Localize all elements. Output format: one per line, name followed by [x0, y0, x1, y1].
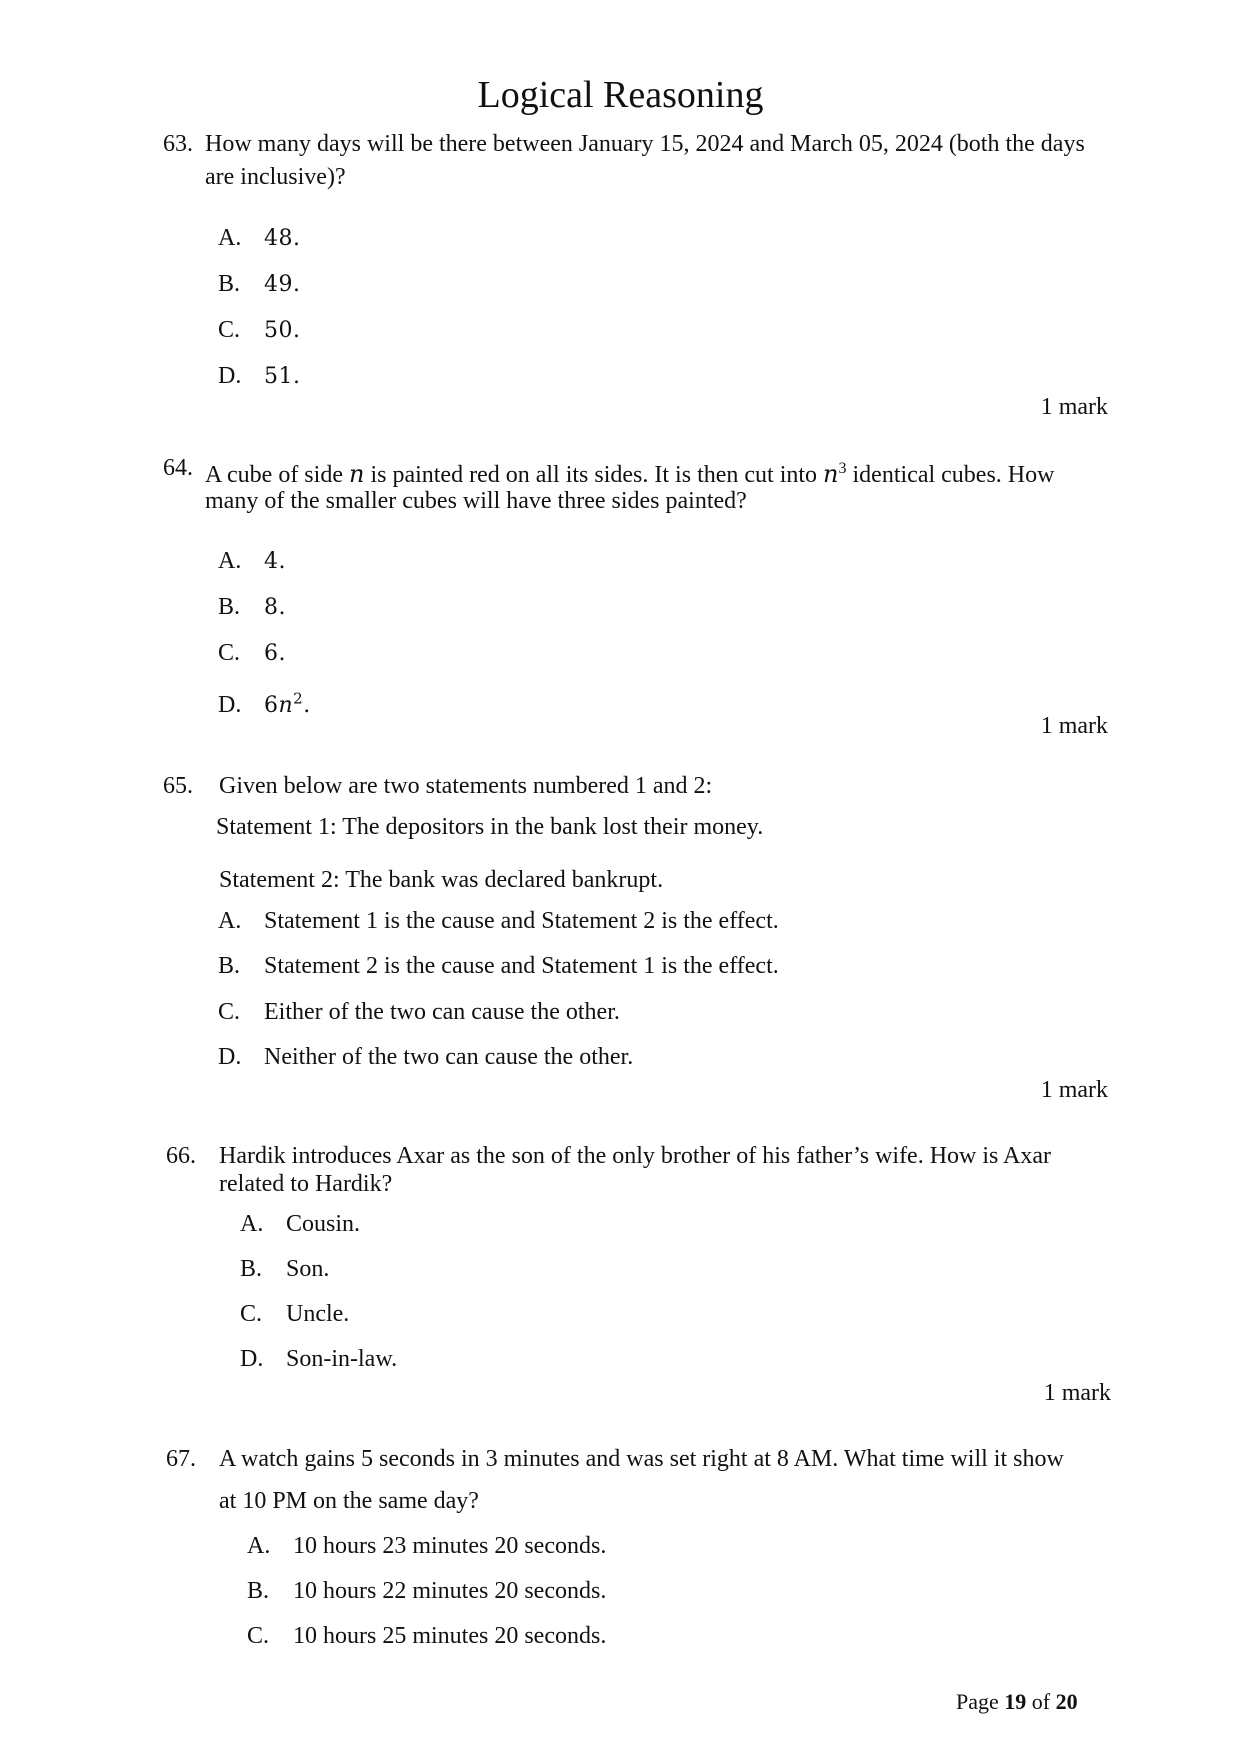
option-letter: D. [218, 1044, 242, 1070]
option-text: Statement 2 is the cause and Statement 1 is the effect. [264, 953, 779, 979]
option-letter: B. [218, 271, 241, 297]
mark-label: 1 mark [1040, 713, 1108, 739]
option-letter: B. [218, 594, 241, 620]
option-b[interactable] [240, 1254, 329, 1284]
option-c[interactable] [218, 315, 301, 346]
option-letter: B. [247, 1578, 270, 1604]
mark-label: 1 mark [1043, 1380, 1111, 1406]
option-text: 10 hours 23 minutes 20 seconds. [293, 1533, 607, 1559]
option-letter: C. [218, 640, 241, 666]
mark-label: 1 mark [1040, 394, 1108, 420]
option-a[interactable] [218, 546, 286, 577]
option-letter: B. [218, 953, 241, 979]
question-number: 67. [166, 1446, 196, 1472]
question-number: 65. [163, 773, 193, 799]
option-letter: C. [247, 1623, 270, 1649]
option-text: 49. [264, 272, 301, 297]
option-text: Uncle. [286, 1301, 350, 1327]
question-text-line-1: A watch gains 5 seconds in 3 minutes and was set right at 8 AM. What time will it show [219, 1446, 1064, 1472]
page-number-footer: Page 19 of 20 [956, 1689, 1078, 1714]
statement-2: Statement 2: The bank was declared bankrupt. [219, 867, 664, 893]
option-letter: B. [240, 1256, 263, 1282]
option-text: Neither of the two can cause the other. [264, 1044, 634, 1070]
statement-1: Statement 1: The depositors in the bank lost their money. [216, 814, 764, 840]
option-c[interactable] [240, 1299, 349, 1329]
option-b[interactable] [218, 951, 779, 981]
question-text-line-1: Hardik introduces Axar as the son of the only brother of his father’s wife. How is Axar [219, 1143, 1052, 1169]
option-b[interactable] [218, 269, 301, 300]
option-d[interactable] [218, 1042, 633, 1072]
question-text-line-2: are inclusive)? [205, 164, 346, 190]
option-d[interactable] [218, 684, 311, 721]
option-a[interactable] [218, 223, 301, 254]
option-a[interactable] [247, 1531, 606, 1561]
option-letter: A. [218, 225, 242, 251]
option-a[interactable] [218, 906, 779, 936]
option-c[interactable] [218, 638, 286, 669]
option-letter: D. [218, 363, 242, 389]
option-text: Son-in-law. [286, 1346, 398, 1372]
question-text-line-2: many of the smaller cubes will have three sides painted? [205, 488, 747, 514]
option-text: 10 hours 25 minutes 20 seconds. [293, 1623, 607, 1649]
option-c[interactable] [218, 997, 620, 1027]
option-text: Statement 1 is the cause and Statement 2 is the effect. [264, 908, 779, 934]
option-text: 51. [264, 364, 301, 389]
option-a[interactable] [240, 1209, 360, 1239]
option-text: $6n^2$. [264, 690, 311, 719]
option-letter: A. [218, 548, 242, 574]
option-d[interactable] [218, 361, 301, 392]
option-text: Cousin. [286, 1211, 361, 1237]
option-text: 4. [264, 549, 286, 574]
option-text: 8. [264, 595, 286, 620]
question-number: 64. [163, 455, 193, 481]
option-text: 10 hours 22 minutes 20 seconds. [293, 1578, 607, 1604]
question-text-line-2: at 10 PM on the same day? [219, 1488, 479, 1514]
option-letter: C. [240, 1301, 263, 1327]
option-text: 50. [264, 318, 301, 343]
option-text: 6. [264, 641, 286, 666]
question-intro: Given below are two statements numbered 1 and 2: [219, 773, 713, 799]
option-letter: C. [218, 999, 241, 1025]
option-text: Either of the two can cause the other. [264, 999, 620, 1025]
option-d[interactable] [240, 1344, 397, 1374]
option-text: Son. [286, 1256, 330, 1282]
option-letter: D. [218, 692, 242, 719]
option-letter: D. [240, 1346, 264, 1372]
question-number: 63. [163, 131, 193, 157]
option-letter: C. [218, 317, 241, 343]
question-text-line-2: related to Hardik? [219, 1171, 393, 1197]
question-number: 66. [166, 1143, 196, 1169]
option-letter: A. [240, 1211, 264, 1237]
mark-label: 1 mark [1040, 1077, 1108, 1103]
option-c[interactable] [247, 1621, 606, 1651]
option-b[interactable] [218, 592, 286, 623]
option-text: 48. [264, 226, 301, 251]
question-text-line-1: How many days will be there between January 15, 2024 and March 05, 2024 (both the days [205, 131, 1085, 157]
page-title: Logical Reasoning [477, 74, 764, 116]
option-letter: A. [247, 1533, 271, 1559]
question-text-line-1: A cube of side n is painted red on all its sides. It is then cut into $n^3$ identical cubes. How [205, 460, 1055, 488]
option-b[interactable] [247, 1576, 606, 1606]
option-letter: A. [218, 908, 242, 934]
